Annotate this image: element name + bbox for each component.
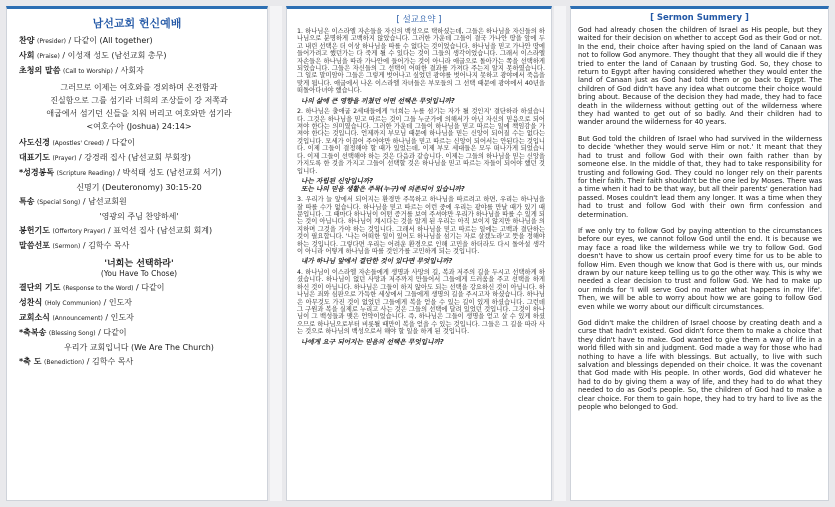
worship-item-leader: / 표억선 집사 (남선교회 회계) — [105, 226, 213, 235]
worship-item-english: (Response to the Word) — [62, 285, 134, 292]
worship-item-label: *축 도 — [19, 357, 42, 366]
worship-item — [19, 50, 259, 62]
worship-order-list — [7, 35, 267, 368]
english-paragraph: If we only try to follow God by paying attention to the circumstances before our eyes, we cannot follow God until the end. It is because we may face a road like the wilderness while we try to follow God. God doesn't have to show us certain proof every time for us to be able to follow Him. Even though we know that God is there with us, our minds drawn by our nature keep telling us to go the other way. This is why we needed a clear decision to trust and follow God. We had to make up our minds for 'I will serve God no matter what happens in my life'. Then, we will be able to worry about how we are going to follow God even while we worry about our difficult circumstances. — [578, 226, 822, 311]
reflection-question: 나의 삶에 큰 영향을 끼쳤던 어떤 선택은 무엇입니까? — [301, 96, 455, 105]
verse-reference: <여호수아 (Joshua) 24:14> — [86, 122, 192, 131]
english-paragraph: God didn't make the children of Israel choose by creating death and a curse that hadn't existed. God didn't force them to make a choice that they didn't have to make. God wanted to give them a way of life in a world filled with sin and judgment. God made a way for those who had nothing to have a life with blessings. But actually, to live with such salvation and blessings depended on their choice. It was the covenant that God made with His people. In other words, God did whatever he had to do by giving them a way of life, and they had to do what they needed to do as God's people. So, the children of God had to make a clear choice. For them to gain hope, they had to try hard to live as the people who belonged to God. — [578, 319, 822, 412]
english-paragraph: God had already chosen the children of Israel as His people, but they waited for their decision on whether to accept God as their God or not. In the end, their choice after having spied on the land of Canaan was not to follow God anymore. They thought that they all would die if they tried to enter the land of Canaan by trusting God. So, they chose to return to Egypt after having considered whether they would enter the land of Canaan just as God had told them or go back to Egypt. The children of God didn't have any idea what outcome their choice would bring about. Because of the decision they had made, they had to face death in the wilderness without getting out of the wilderness where they had wanted to get out of so badly. And their children had to wander around the wilderness for 40 years. — [578, 26, 822, 127]
english-sermon-page — [570, 6, 829, 501]
worship-item-label: 대표기도 — [19, 153, 50, 162]
sermon-title: '너희는 선택하라' — [104, 259, 174, 269]
worship-item-english: (Praise) — [37, 53, 60, 60]
call-to-worship-verse — [19, 81, 259, 133]
worship-item — [19, 356, 259, 368]
worship-item-leader: / 이성재 성도 (남선교회 총무) — [59, 51, 167, 60]
english-sermon-body — [571, 26, 828, 411]
worship-item-leader: / 다같이 — [103, 138, 135, 147]
worship-item — [19, 35, 259, 47]
verse-line: 애굽에서 섬기던 신들을 치워 버리고 여호와만 섬기라 — [46, 109, 232, 118]
blessing-song-title: 우리가 교회입니다 (We Are The Church) — [64, 343, 214, 352]
worship-item-leader: / 다같이 — [133, 283, 165, 292]
worship-item — [19, 327, 259, 339]
korean-paragraph: 1. 하나님은 이스라엘 자손들을 자신의 백성으로 택하셨는데, 그들은 하나님을 자신들의 하나님으로 분명하게 고백하지 않았습니다. 그러한 가운데 그들이 결국 가나안 땅을 앞에 두고 내린 선택은 더 이상 하나님을 따를 수 없다는 것이었습니다. 하나님을 믿고 가나안 땅에 들어가려고 했던가는 다 죽게 될 수 있다는 것이 그들의 생각이었습니다. 그래서 이스라엘 자손들은 하나님을 따라 가나안에 들어가는 것이 아니라 애굽으로 돌아가는 쪽을 선택하게 되었습니다. 그들은 자신들의 그 선택이 어떠한 결과를 가져다 주는지 알지 못하였습니다. 그 일로 말미암아 그들은 그렇게 벗어나고 싶었던 광야를 벗어나지 못하고 광야에서 죽음을 맞게 됩니다. 애굽에서 나온 이스라엘 자녀들은 부모들의 그 선택 때문에 광야에서 40년을 떠돌아다녀야 했습니다. — [297, 28, 545, 95]
verse-line: 진실함으로 그를 섬기라 너희의 조상들이 강 저쪽과 — [50, 96, 228, 105]
worship-item — [19, 240, 259, 252]
worship-item — [19, 312, 259, 324]
worship-item-english: (Prayer) — [52, 155, 77, 162]
worship-item-label: 교회소식 — [19, 313, 50, 322]
worship-item-label: 성찬식 — [19, 298, 43, 307]
worship-item-label: 사회 — [19, 51, 35, 60]
worship-item-label: 찬양 — [19, 36, 35, 45]
sermon-title-english: (You Have To Chose) — [100, 269, 178, 278]
worship-item-english: (Apostles' Creed) — [52, 140, 104, 147]
worship-item — [19, 282, 259, 294]
worship-item-english: (Announcement) — [52, 315, 103, 322]
sermon-summary-title: [ 설교요약 ] — [396, 15, 442, 25]
worship-item-english: (Scripture Reading) — [56, 170, 115, 177]
worship-item — [19, 152, 259, 164]
worship-item-english: (Presider) — [37, 38, 66, 45]
worship-order-page — [6, 6, 268, 501]
worship-item-label: 결단의 기도 — [19, 283, 61, 292]
worship-item — [19, 225, 259, 237]
worship-item — [19, 65, 259, 77]
page-gutter — [554, 6, 566, 501]
worship-item-leader: / 남선교회원 — [80, 197, 127, 206]
worship-item-english: (Special Song) — [37, 199, 81, 206]
worship-item-label: *성경봉독 — [19, 168, 55, 177]
worship-item-english: (Offertory Prayer) — [52, 228, 106, 235]
page-gutter — [270, 6, 282, 501]
korean-paragraph: 4. 하나님이 이스라엘 자손들에게 생명과 사망의 길, 복과 저주의 길을 두시고 선택하게 하셨습니다. 하나님이 없던 사망과 저주까지 만들어서 그들에게 드러움을 주고 선택을 하게 하신 것이 아닙니다. 하나님은 그들이 하지 않아도 되는 선택을 강요하신 것이 아닙니다. 하나님은 죄와 심판으로 가득한 세상에서 그들에게 생명의 길을 주시고자 하셨습니다. 하나님은 아무것도 가진 것이 없었던 그들에게 복을 얻을 수 있는 길이 있게 하셨습니다. 그런데 그 구원과 복을 실제로 누리고 사는 것은 그들의 선택에 달려 있었던 것입니다. 그것이 하나님이 그 백성들과 맺은 언약이었습니다. 즉, 하나님은 그들이 생명을 얻고 살 수 있게 하셨으므로 하나님으로부터 비롯될 때만이 복을 얻을 수 있는 것입니다. 그들은 그 길을 따라 사는 것으로 하나님의 백성으로서 해야 할 일을 하게 된 것입니다. — [297, 268, 545, 336]
worship-item-label: 초청의 말씀 — [19, 66, 61, 75]
worship-item-label: *축복송 — [19, 328, 47, 337]
worship-item-leader: / 박석태 성도 (남선교회 서기) — [114, 168, 222, 177]
korean-sermon-body — [287, 28, 551, 346]
worship-item — [19, 297, 259, 309]
worship-item-label: 특송 — [19, 197, 35, 206]
korean-paragraph: 3. 우리가 늘 앞에서 되어지는 환경만 주목하고 하나님을 따르려고 하면, 우리는 하나님을 잘 따를 수가 없습니다. 하나님을 믿고 따르는 이런 중에 우리는 광야를 만날 때가 있기 때문입니다. 그 때마다 하나님이 어떤 증거를 보여 주셔야만 우리가 하나님을 따를 수 있게 되는 것이 아닙니다. 하나님이 계시다는 것을 알게 된 우리는 아직 보이지 않지만 하나님을 의지하며 그것을 가야 하는 것입니다. 그래서 하나님을 믿고 따르는 일에는 고백과 결단하는 것이 필요합니다. '나는 어떠한 일이 있어도 하나님을 섬기는 자로 살겠노라'고 뜻을 정해야 하는 것입니다. 그렇다면 우리는 어려운 환경으로 인해 고민을 하더라도 다시 돌아설 생각이 아니라 어떻게 하나님을 따를 것인가를 고민하게 되는 것입니다. — [297, 196, 545, 255]
english-paragraph: But God told the children of Israel who had survived in the wilderness to decide 'whether they would serve Him or not.' It meant that they had to trust and follow God with their own faith rather than by someone else. In the middle of that, they had to take responsibility for trusting and following God. They could no longer rely on their parents for their faith. Their faith shouldn't be the one led by Moses. There was a time when it had to be that way, but all their parents' generation had passed. Moses couldn't lead them any longer. It was a time when they had to trust and follow God with their own firm confession and determination. — [578, 134, 822, 219]
worship-item-label: 말씀선포 — [19, 241, 50, 250]
worship-item-leader: / 인도자 — [102, 313, 134, 322]
verse-line: 그러므로 이제는 여호와를 경외하며 온전함과 — [60, 83, 218, 92]
worship-item-leader: / 강경래 집사 (남선교회 부회장) — [76, 153, 191, 162]
worship-item-leader: / 김학수 목사 — [84, 357, 134, 366]
page-title: 남선교회 헌신예배 — [92, 17, 182, 30]
worship-item-english: (Holy Communion) — [44, 300, 102, 307]
worship-item-leader: / 다같이 — [95, 328, 127, 337]
reflection-question: 나는 자립된 신앙입니까? 또는 나의 믿음 생활은 주목(누구)에 의존되어 있습니까? — [301, 176, 465, 193]
worship-item-leader: / 사회자 — [112, 66, 144, 75]
worship-item-leader: / 다같이 (All together) — [66, 36, 153, 45]
worship-item-english: (Benediction) — [43, 359, 85, 366]
worship-item-english: (Call to Worship) — [62, 68, 113, 75]
sermon-summary-title-en: [ Sermon Summery ] — [650, 13, 749, 23]
special-song-title: '영광의 주님 찬양하세' — [99, 212, 179, 221]
reflection-question: 나에게 요구 되어지는 믿음의 선택은 무엇입니까? — [301, 337, 444, 346]
worship-item — [19, 137, 259, 149]
worship-item — [19, 167, 259, 179]
scripture-passage: 신명기 (Deuteronomy) 30:15-20 — [76, 183, 202, 192]
reflection-question: 내가 하나님 앞에서 결단한 것이 있다면 무엇입니까? — [301, 257, 453, 266]
worship-item-english: (Blessing Song) — [48, 330, 96, 337]
korean-sermon-page — [286, 6, 552, 501]
worship-item-leader: / 인도자 — [101, 298, 132, 307]
worship-item-label: 봉헌기도 — [19, 226, 50, 235]
korean-paragraph: 2. 하나님은 출애굽 2세대들에게 '너희는 누를 섬기는 자가 될 것인지' 결단하라 하셨습니다. 그것은 하나님을 믿고 따르는 것이 그들 누군가에 의해서가 아닌 자신의 믿음으로 되어져야 한다는 의미였습니다. 그러한 가운데 그들이 하나님을 믿고 따르는 일에 책임감을 가져야 한다는 것입니다. 언제까지 부모님 때문에 하나님을 믿는 신앙이 되어질 수는 없다는 것입니다. 모세가 이끌어 주어야만 하나님을 믿고 따르는 신앙이 되어서는 안된다는 것입니다. 이제 그들이 결정해야 할 때가 있었는데, 이제 부모 세대들은 모두 떠나가게 되었습니다. 이제 그들이 선택해야 하는 것은 다음과 같습니다. 이제는 그들의 하나님을 믿는 신앙을 가지도록 한 것을 가지고 그들이 선택할 것은 하나님을 믿고 따르는 자들이 되어야 했던 것입니다. — [297, 108, 545, 175]
worship-item-english: (Sermon) — [52, 243, 81, 250]
worship-item-leader: / 김학수 목사 — [80, 241, 130, 250]
worship-item — [19, 196, 259, 208]
worship-item-label: 사도신경 — [19, 138, 50, 147]
